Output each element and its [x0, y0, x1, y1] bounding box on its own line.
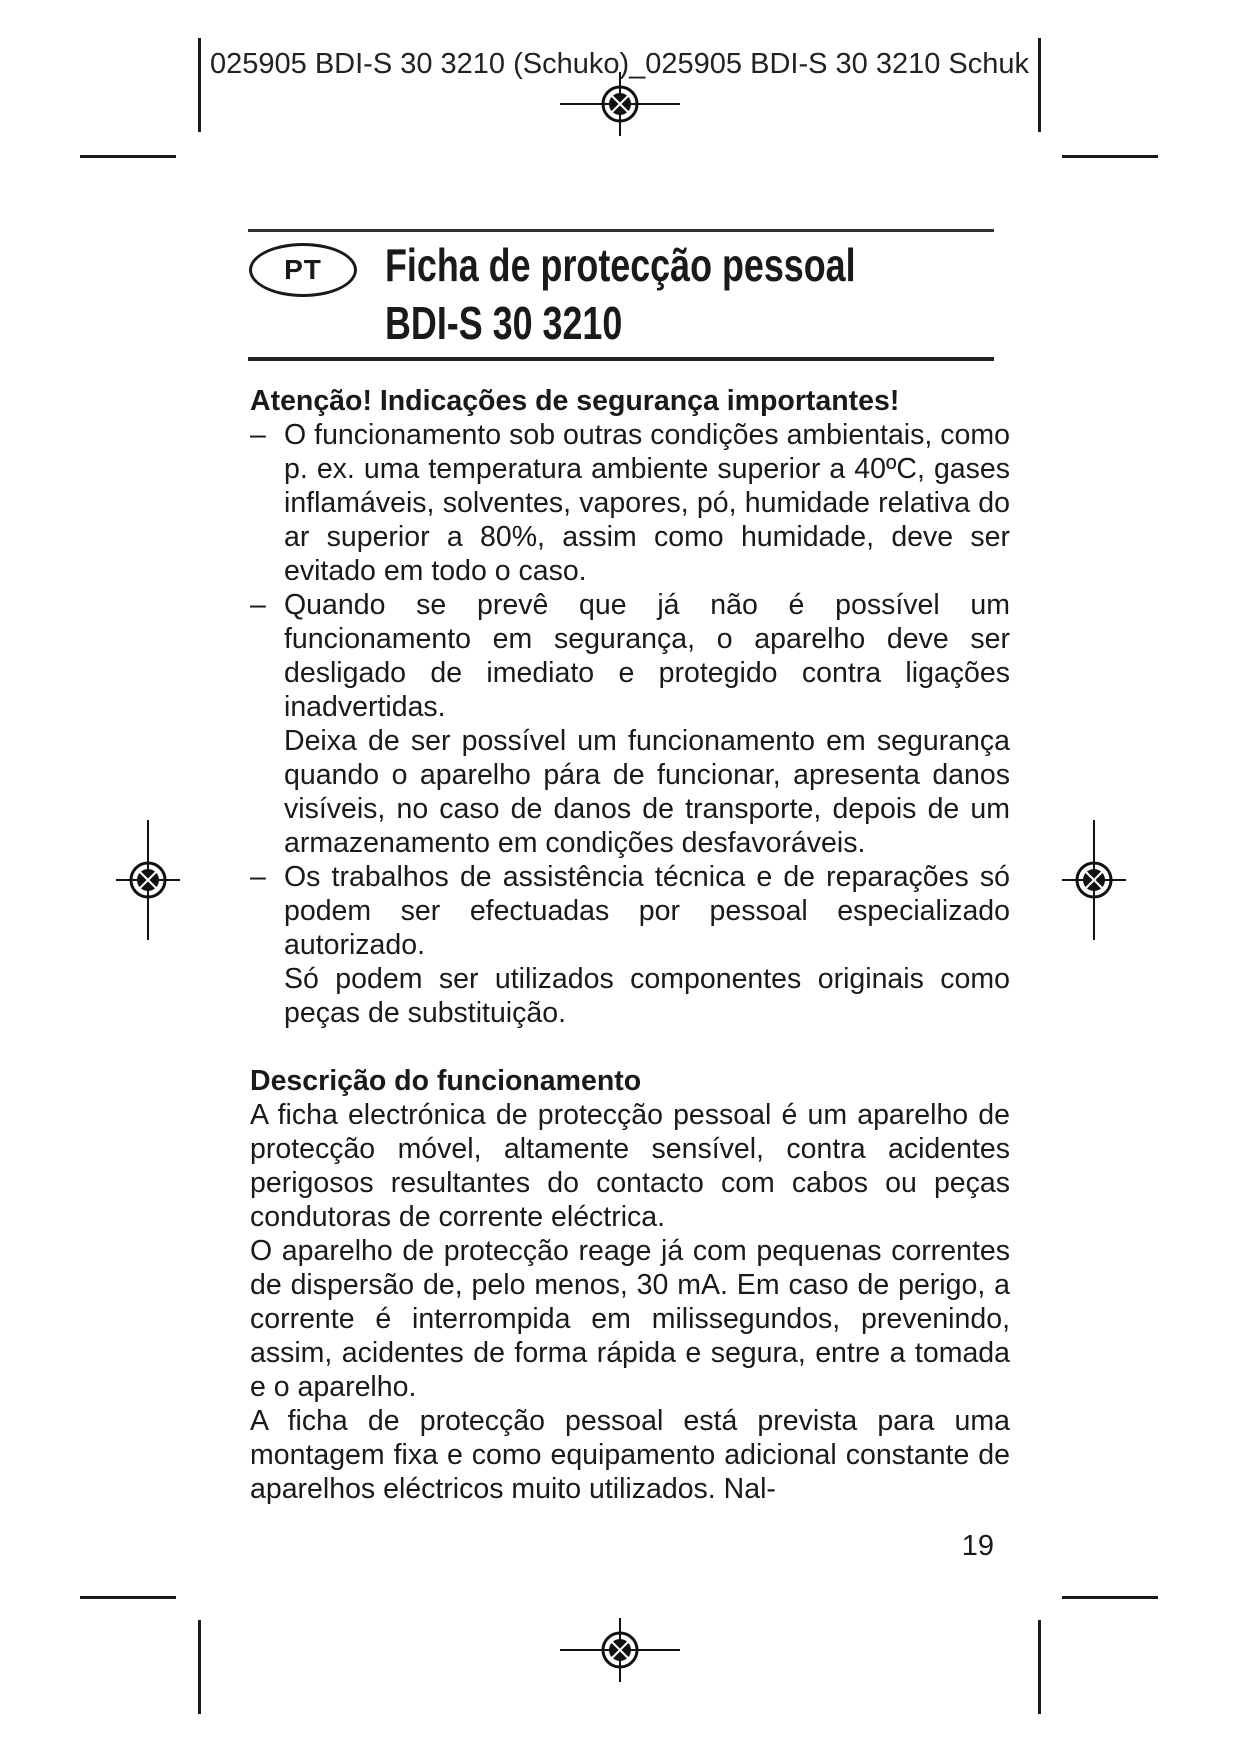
crop-mark — [198, 38, 201, 132]
title-rule-top — [248, 229, 994, 232]
safety-item — [250, 860, 1010, 962]
registration-mark-bottom — [560, 1618, 680, 1682]
function-paragraph: A ficha de protecção pessoal está prevista para uma montagem fixa e como equipamento adicional constante de aparelhos eléctricos muito utilizados. Nal- — [250, 1405, 1010, 1505]
page-number: 19 — [961, 1530, 994, 1562]
document-body — [250, 384, 1010, 1506]
safety-item — [250, 588, 1010, 724]
function-paragraph: O aparelho de protecção reage já com pequenas correntes de dispersão de, pelo menos, 30 mA. Em caso de perigo, a corrente é interrompida em milissegundos, prevenindo, assim, acidentes de forma rápida e segura, entre a tomada e o aparelho. — [250, 1235, 1010, 1403]
title-line-1: Ficha de protecção pessoal — [385, 239, 856, 291]
safety-item-text: O funcionamento sob outras condições ambientais, como p. ex. uma temperatura ambiente superior a 40ºC, gases inflamáveis, solventes, vapores, pó, humidade relativa do ar superior a 80%, assim como humidade, deve ser evitado em todo o caso. — [284, 419, 1010, 587]
crop-mark — [1038, 1620, 1041, 1714]
title-line-2: BDI-S 30 3210 — [385, 297, 623, 349]
crop-mark — [80, 155, 176, 158]
registration-mark-right — [1062, 820, 1126, 940]
title-rule-bottom — [248, 357, 994, 361]
language-badge: PT — [249, 243, 357, 297]
safety-item-text: Quando se prevê que já não é possível um funcionamento em segurança, o aparelho deve ser desligado de imediato e protegido contra ligações inadvertidas. — [284, 589, 1010, 723]
dash-bullet: – — [250, 861, 266, 893]
safety-item — [250, 418, 1010, 588]
dash-bullet: – — [250, 419, 266, 451]
registration-mark-left — [116, 820, 180, 940]
crop-mark — [198, 1620, 201, 1714]
function-paragraph: A ficha electrónica de protecção pessoal é um aparelho de protecção móvel, altamente sensível, contra acidentes perigosos resultantes do contacto com cabos ou peças condutoras de corrente eléctrica. — [250, 1099, 1010, 1233]
safety-item-extra: Só podem ser utilizados componentes originais como peças de substituição. — [284, 963, 1010, 1029]
safety-item-extra: Deixa de ser possível um funcionamento em segurança quando o aparelho pára de funcionar, apresenta danos visíveis, no caso de danos de transporte, depois de um armazenamento em condições desfavoráveis. — [284, 725, 1010, 859]
document-title — [385, 236, 869, 352]
safety-item-text: Os trabalhos de assistência técnica e de reparações só podem ser efectuadas por pessoal especializado autorizado. — [284, 861, 1010, 961]
print-file-header: 025905 BDI-S 30 3210 (Schuko)_025905 BDI-S 30 3210 Schuk — [210, 48, 1029, 80]
function-heading: Descrição do funcionamento — [250, 1065, 642, 1097]
crop-mark — [1062, 155, 1158, 158]
dash-bullet: – — [250, 589, 266, 621]
crop-mark — [1062, 1596, 1158, 1599]
safety-heading: Atenção! Indicações de segurança importantes! — [250, 385, 900, 417]
crop-mark — [80, 1596, 176, 1599]
